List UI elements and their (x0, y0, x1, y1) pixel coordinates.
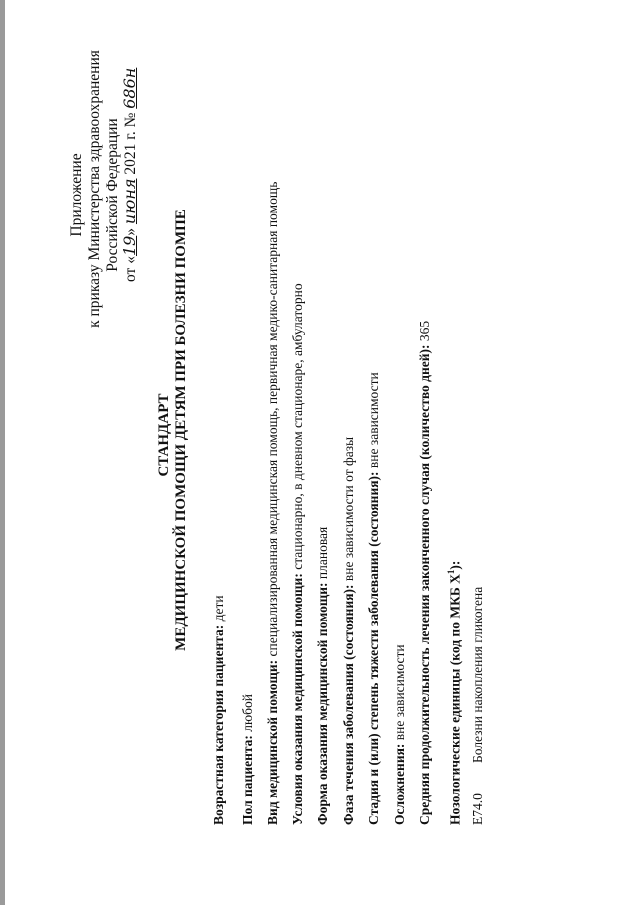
field-value: вне зависимости (392, 644, 407, 744)
order-number-handwritten: 686н (120, 67, 139, 109)
field-value: вне зависимости от фазы (341, 436, 356, 585)
field-complications (392, 644, 408, 825)
diagnosis-code: E74.0 (470, 793, 485, 825)
appendix-order-line (121, 12, 140, 282)
field-value: любой (240, 694, 255, 736)
order-day-handwritten: 19 (120, 235, 139, 257)
field-care-conditions (290, 283, 306, 825)
field-value: дети (211, 595, 226, 625)
appendix-line-ministry: к приказу Министерства здравоохранения (86, 50, 103, 328)
field-label: Условия оказания медицинской помощи: (290, 573, 305, 825)
field-label: Вид медицинской помощи: (265, 659, 280, 825)
field-value: специализированная медицинская помощь, первичная медико-санитарная помощь (265, 181, 280, 660)
field-value: стационарно, в дневном стационаре, амбулаторно (290, 283, 305, 574)
field-label: Осложнения: (392, 743, 407, 825)
appendix-title: Приложение (68, 153, 85, 237)
field-treatment-duration (417, 321, 433, 825)
order-year: 2021 г. № (122, 108, 139, 179)
field-label: Форма оказания медицинской помощи: (315, 582, 330, 825)
field-label: Фаза течения заболевания (состояния): (341, 584, 356, 825)
field-care-type (265, 182, 281, 825)
field-label-end: ): (447, 560, 463, 570)
field-value: 365 (417, 320, 432, 345)
field-value: плановая (315, 526, 330, 583)
field-sex (240, 694, 256, 825)
field-label: Возрастная категория пациента: (211, 624, 226, 825)
field-label: Средняя продолжительность лечения законченного случая (количество дней): (417, 344, 432, 825)
field-label: Нозологические единицы (код по МКБ X (447, 574, 463, 825)
field-age-category (211, 595, 227, 825)
standard-title: СТАНДАРТ (156, 393, 172, 477)
field-disease-phase (341, 437, 357, 825)
diagnosis-name: Болезни накопления гликогена (470, 586, 485, 763)
field-label: Стадия и (или) степень тяжести заболевания (состояния): (366, 471, 381, 825)
field-label: Пол пациента: (240, 735, 255, 825)
field-care-form (315, 527, 331, 825)
field-nosology-heading (443, 561, 464, 825)
standard-subtitle: МЕДИЦИНСКОЙ ПОМОЩИ ДЕТЯМ ПРИ БОЛЕЗНИ ПОМПЕ (173, 209, 189, 651)
appendix-line-federation: Российской Федерации (104, 118, 121, 272)
order-month-handwritten: июня (120, 178, 139, 225)
footnote-marker: 1 (446, 569, 456, 575)
field-value: вне зависимости (366, 372, 381, 472)
order-mid: » (122, 224, 139, 236)
field-disease-stage (366, 372, 382, 825)
order-prefix: от « (122, 256, 139, 282)
